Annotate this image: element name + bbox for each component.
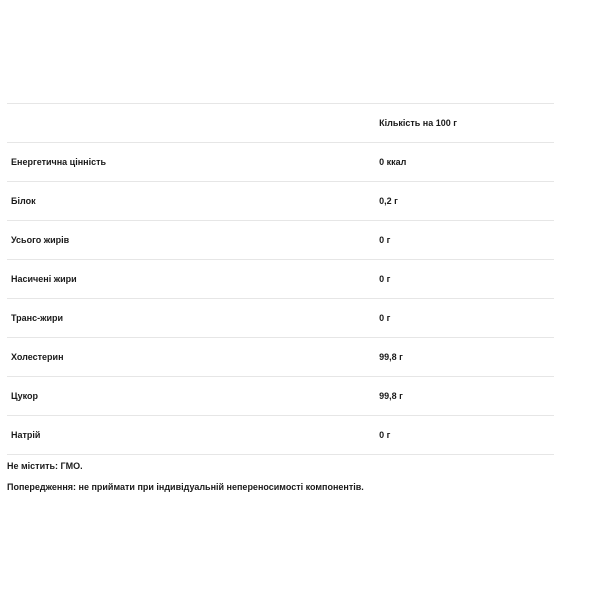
table-row bbox=[7, 143, 554, 182]
header-name-cell bbox=[7, 104, 375, 143]
table-row bbox=[7, 221, 554, 260]
table-row bbox=[7, 260, 554, 299]
nutrient-name: Усього жирів bbox=[7, 221, 375, 260]
nutrient-name: Білок bbox=[7, 182, 375, 221]
warning-note: Попередження: не приймати при індивідуальній непереносимості компонентів. bbox=[7, 482, 364, 492]
product-notes bbox=[7, 460, 587, 493]
nutrient-name: Цукор bbox=[7, 377, 375, 416]
nutrient-value: 99,8 г bbox=[375, 377, 554, 416]
nutrient-name: Натрій bbox=[7, 416, 375, 455]
nutrient-value: 99,8 г bbox=[375, 338, 554, 377]
nutrient-name: Холестерин bbox=[7, 338, 375, 377]
table-row bbox=[7, 299, 554, 338]
table-row bbox=[7, 377, 554, 416]
nutrient-value: 0 г bbox=[375, 221, 554, 260]
table-header-row bbox=[7, 104, 554, 143]
nutrient-value: 0,2 г bbox=[375, 182, 554, 221]
nutrient-value: 0 ккал bbox=[375, 143, 554, 182]
table-row bbox=[7, 182, 554, 221]
nutrient-value: 0 г bbox=[375, 260, 554, 299]
gmo-note: Не містить: ГМО. bbox=[7, 461, 83, 471]
header-amount-per-100g: Кількість на 100 г bbox=[375, 104, 554, 143]
table-row bbox=[7, 416, 554, 455]
nutrient-name: Енергетична цінність bbox=[7, 143, 375, 182]
nutrition-facts-table bbox=[7, 103, 554, 455]
nutrient-name: Транс-жири bbox=[7, 299, 375, 338]
nutrient-value: 0 г bbox=[375, 416, 554, 455]
table-row bbox=[7, 338, 554, 377]
nutrient-value: 0 г bbox=[375, 299, 554, 338]
nutrient-name: Насичені жири bbox=[7, 260, 375, 299]
